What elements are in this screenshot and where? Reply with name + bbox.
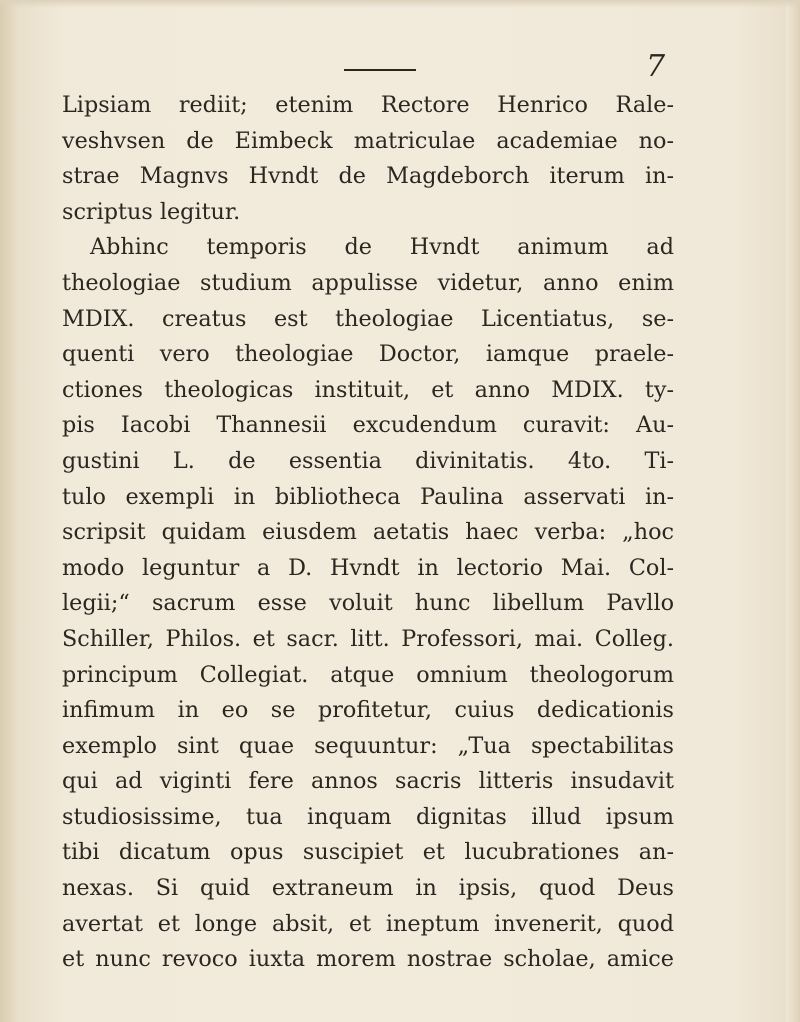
text-line: pis Iacobi Thannesii excudendum curavit: Au- <box>62 412 674 439</box>
text-line: legii;“ sacrum esse voluit hunc libellum Pavllo <box>62 590 674 617</box>
text-line: et nunc revoco iuxta morem nostrae scholae, amice <box>62 946 674 973</box>
text-line: avertat et longe absit, et ineptum invenerit, quod <box>62 910 674 937</box>
text-line: nexas. Si quid extraneum in ipsis, quod Deus <box>62 875 674 902</box>
text-line: Lipsiam rediit; etenim Rectore Henrico Rale- <box>62 92 674 118</box>
header-rule <box>344 69 416 71</box>
page-right-edge <box>786 0 800 1022</box>
page-top-edge <box>0 0 800 8</box>
text-line: principum Collegiat. atque omnium theologorum <box>62 661 674 688</box>
text-line: theologiae studium appulisse videtur, anno enim <box>62 269 674 296</box>
page-left-edge <box>0 0 18 1022</box>
text-line: veshvsen de Eimbeck matriculae academiae no- <box>62 127 674 154</box>
text-line: infimum in eo se profitetur, cuius dedicationis <box>62 697 674 724</box>
page-number: 7 <box>646 49 666 84</box>
text-line: exemplo sint quae sequuntur: „Tua spectabilitas <box>62 732 674 759</box>
text-line: modo leguntur a D. Hvndt in lectorio Mai. Col- <box>62 554 674 581</box>
text-line: MDIX. creatus est theologiae Licentiatus, se- <box>62 305 674 332</box>
text-line: Schiller, Philos. et sacr. litt. Professori, mai. Colleg. <box>62 625 674 652</box>
text-line: qui ad viginti fere annos sacris litteris insudavit <box>62 768 674 795</box>
text-line: tulo exempli in bibliotheca Paulina asservati in- <box>62 483 674 510</box>
body-text <box>62 88 674 978</box>
text-line: tibi dicatum opus suscipiet et lucubrationes an- <box>62 839 674 866</box>
text-line: scripsit quidam eiusdem aetatis haec verba: „hoc <box>62 519 674 546</box>
text-line: strae Magnvs Hvndt de Magdeborch iterum in- <box>62 163 674 190</box>
text-line: studiosissime, tua inquam dignitas illud ipsum <box>62 803 674 830</box>
text-line: quenti vero theologiae Doctor, iamque praele- <box>62 341 674 368</box>
text-line: ctiones theologicas instituit, et anno MDIX. ty- <box>62 376 674 403</box>
text-line: Abhinc temporis de Hvndt animum ad <box>90 234 674 261</box>
text-line: gustini L. de essentia divinitatis. 4to. Ti- <box>62 447 674 474</box>
text-line: scriptus legitur. <box>62 198 241 225</box>
